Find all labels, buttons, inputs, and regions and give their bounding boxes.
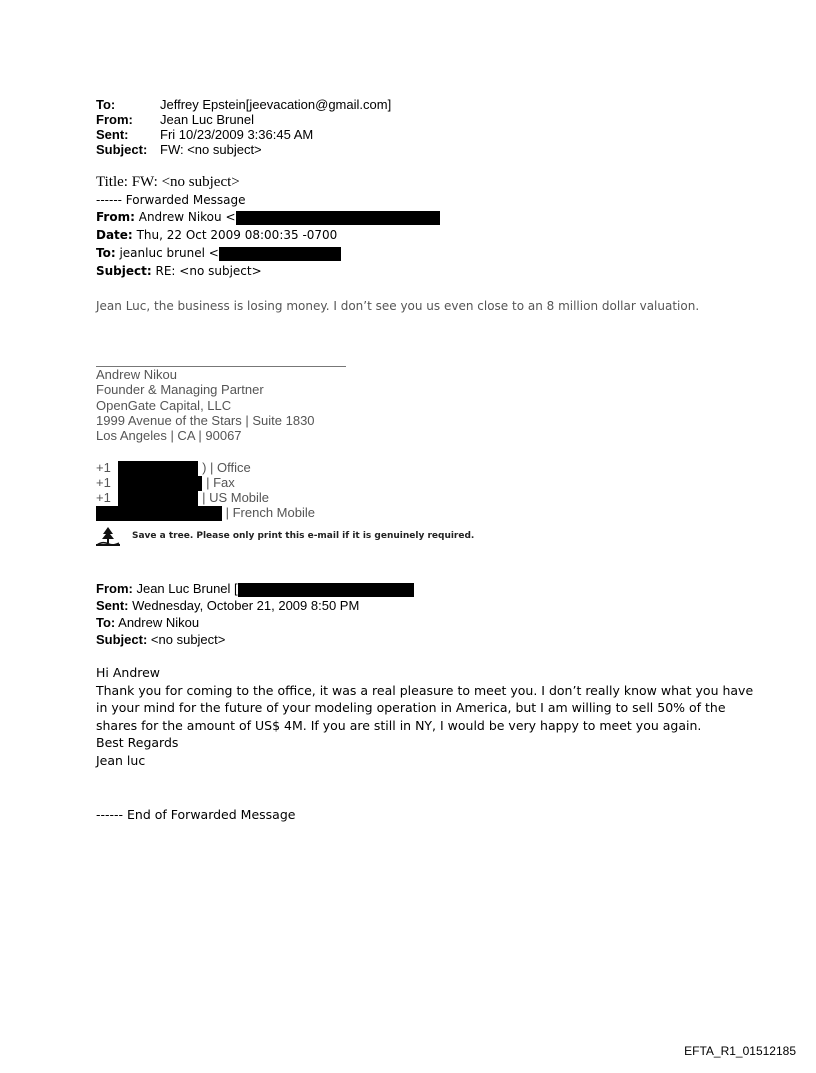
forward-from-label: From: (96, 210, 135, 224)
signature-position: Founder & Managing Partner (96, 382, 264, 398)
signature-block (96, 367, 315, 443)
original-body-line: shares for the amount of US$ 4M. If you are still in NY, I would be very happy to meet you again. (96, 717, 702, 733)
phone-row-us-mobile (96, 490, 269, 506)
sent-label: Sent: (96, 127, 129, 142)
original-closing: Best Regards (96, 735, 179, 750)
forward-body: Jean Luc, the business is losing money. I don’t see you us even close to an 8 million dollar valuation. (96, 299, 700, 313)
phone-prefix: +1 (96, 475, 111, 490)
redaction-block (118, 476, 202, 491)
forward-subject-row (96, 263, 262, 280)
forward-to-label: To: (96, 246, 116, 260)
redaction-block (219, 247, 341, 261)
signature-city: Los Angeles | CA | 90067 (96, 428, 242, 444)
redaction-block (96, 506, 222, 521)
original-subject-value: <no subject> (150, 632, 226, 647)
from-label: From: (96, 112, 133, 127)
phone-suffix: | Fax (206, 475, 235, 490)
original-to-label: To: (96, 615, 116, 630)
sent-value: Fri 10/23/2009 3:36:45 AM (160, 127, 314, 142)
phone-suffix: | US Mobile (202, 490, 270, 505)
forward-from-row (96, 209, 440, 226)
original-body-line: Thank you for coming to the office, it was a real pleasure to meet you. I don’t really know what you have (96, 682, 754, 698)
original-to-value: Andrew Nikou (118, 615, 200, 630)
original-sender: Jean luc (96, 752, 146, 768)
to-value: Jeffrey Epstein[jeevacation@gmail.com] (160, 97, 392, 112)
forward-start-marker: ------ Forwarded Message (96, 193, 246, 207)
title-line: Title: FW: <no subject> (96, 174, 240, 190)
phone-row-fax (96, 475, 235, 491)
forward-date-label: Date: (96, 228, 133, 242)
forward-from-value: Andrew Nikou < (138, 210, 236, 224)
forward-date-row (96, 227, 337, 244)
redaction-block (236, 211, 440, 225)
forward-subject-value: RE: <no subject> (155, 264, 262, 278)
signature-company: OpenGate Capital, LLC (96, 397, 232, 413)
phone-row-french-mobile (96, 505, 315, 521)
phone-prefix: +1 (96, 490, 111, 505)
phone-prefix: +1 (96, 460, 111, 475)
original-sent-row (96, 597, 414, 614)
original-from-value: Jean Luc Brunel [ (136, 581, 238, 596)
original-greeting: Hi Andrew (96, 665, 161, 680)
original-body-line: in your mind for the future of your modeling operation in America, but I am willing to sell 50% of the (96, 700, 726, 715)
tree-notice-row (96, 526, 474, 546)
original-subject-row (96, 631, 414, 648)
phone-row-office (96, 460, 251, 476)
forward-to-row (96, 245, 341, 262)
tree-notice-text: Save a tree. Please only print this e-mail if it is genuinely required. (132, 531, 475, 541)
subject-label: Subject: (96, 142, 148, 157)
tree-icon (96, 526, 120, 546)
original-sent-value: Wednesday, October 21, 2009 8:50 PM (132, 598, 360, 613)
original-sent-label: Sent: (96, 598, 129, 613)
original-from-label: From: (96, 581, 133, 596)
to-label: To: (96, 97, 116, 112)
forward-end-marker: ------ End of Forwarded Message (96, 807, 296, 822)
redaction-block (238, 583, 414, 597)
signature-address: 1999 Avenue of the Stars | Suite 1830 (96, 412, 315, 428)
forward-to-value: jeanluc brunel < (119, 246, 219, 260)
original-body (96, 664, 753, 769)
redaction-block (118, 491, 198, 506)
original-from-row (96, 580, 414, 597)
signature-name: Andrew Nikou (96, 367, 177, 382)
phone-suffix: ) | Office (202, 460, 251, 475)
from-value: Jean Luc Brunel (160, 112, 254, 127)
phone-suffix: | French Mobile (225, 505, 315, 520)
original-header (96, 580, 414, 648)
subject-value: FW: <no subject> (160, 142, 262, 157)
original-to-row (96, 614, 414, 631)
original-subject-label: Subject: (96, 632, 148, 647)
document-id: EFTA_R1_01512185 (684, 1044, 796, 1058)
forward-date-value: Thu, 22 Oct 2009 08:00:35 -0700 (136, 228, 338, 242)
redaction-block (118, 461, 198, 476)
forward-subject-label: Subject: (96, 264, 152, 278)
